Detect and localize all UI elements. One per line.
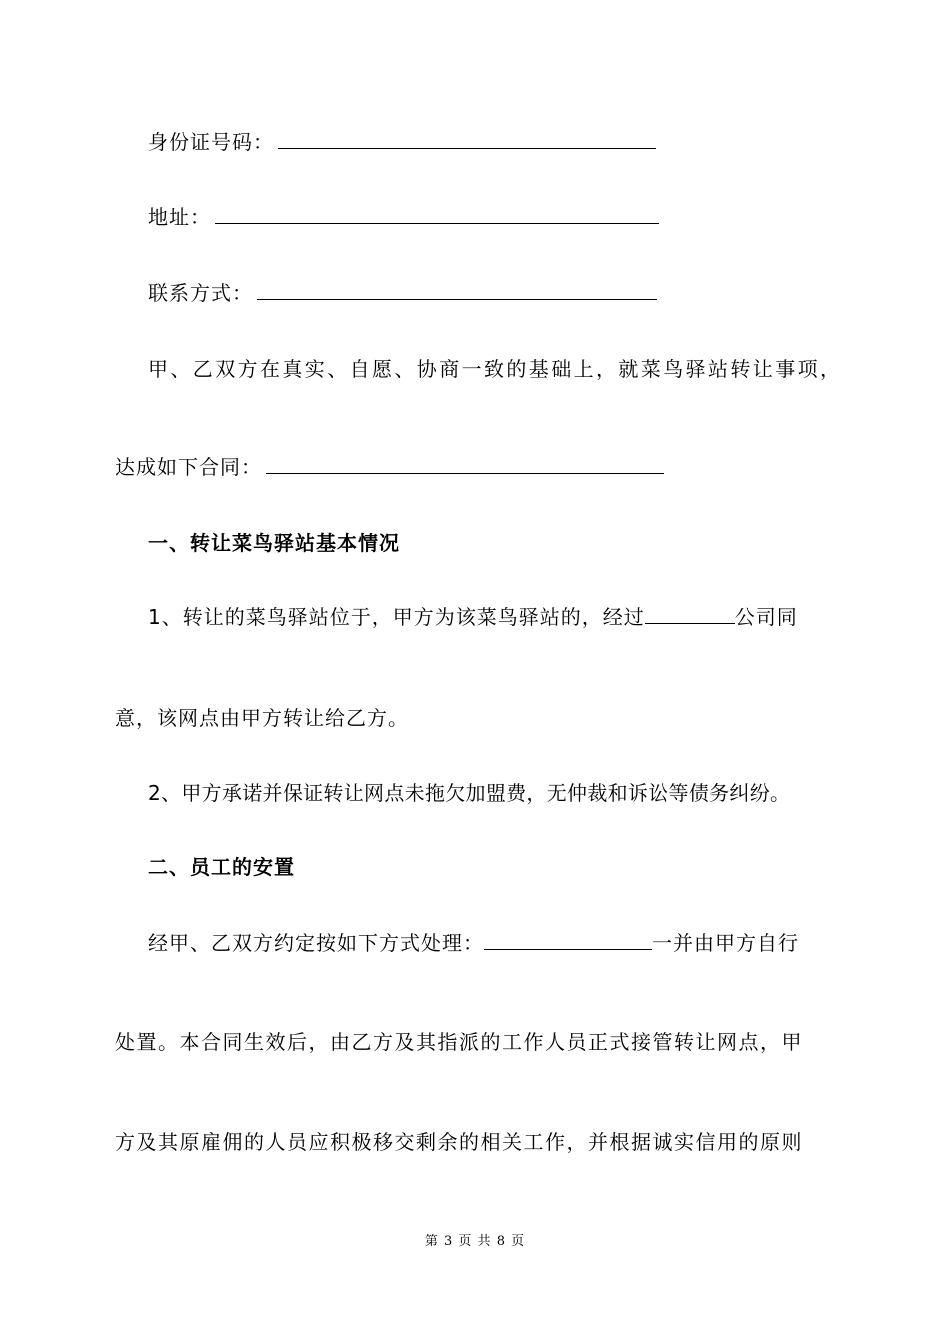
id-number-blank[interactable] xyxy=(278,128,656,149)
id-number-row xyxy=(148,128,656,156)
section1-item2: 2、甲方承诺并保证转让网点未拖欠加盟费，无仲裁和诉讼等债务纠纷。 xyxy=(148,781,791,805)
agreement-label: 达成如下合同： xyxy=(115,455,262,479)
section2-para-line3: 方及其原雇佣的人员应积极移交剩余的相关工作，并根据诚实信用的原则 xyxy=(115,1130,803,1154)
intro-line-1: 甲、乙双方在真实、自愿、协商一致的基础上，就菜鸟驿站转让事项， xyxy=(148,357,843,381)
page-number-footer: 第 3 页 共 8 页 xyxy=(424,1234,526,1249)
company-blank[interactable] xyxy=(645,603,735,624)
section1-item1-line2: 意，该网点由甲方转让给乙方。 xyxy=(115,706,409,730)
item1-text-a: 1、转让的菜鸟驿站位于，甲方为该菜鸟驿站的，经过 xyxy=(148,605,645,629)
agreement-blank[interactable] xyxy=(266,453,664,474)
para-text-b: 一并由甲方自行 xyxy=(652,931,799,955)
address-blank[interactable] xyxy=(215,203,659,224)
id-number-label: 身份证号码： xyxy=(148,130,274,154)
intro-line-2 xyxy=(115,453,664,481)
contact-blank[interactable] xyxy=(257,279,657,300)
contact-row xyxy=(148,279,657,307)
address-row xyxy=(148,203,659,231)
section2-para-line2: 处置。本合同生效后，由乙方及其指派的工作人员正式接管转让网点，甲 xyxy=(115,1030,803,1054)
address-label: 地址： xyxy=(148,205,211,229)
item1-text-b: 公司同 xyxy=(734,605,798,629)
para-text-a: 经甲、乙双方约定按如下方式处理： xyxy=(148,931,484,955)
contact-label: 联系方式： xyxy=(148,281,253,305)
section1-item1-line1 xyxy=(148,603,798,631)
section2-para-line1 xyxy=(148,929,799,957)
handling-blank[interactable] xyxy=(484,929,652,950)
section2-heading: 二、员工的安置 xyxy=(148,855,295,879)
section1-heading: 一、转让菜鸟驿站基本情况 xyxy=(148,531,400,555)
